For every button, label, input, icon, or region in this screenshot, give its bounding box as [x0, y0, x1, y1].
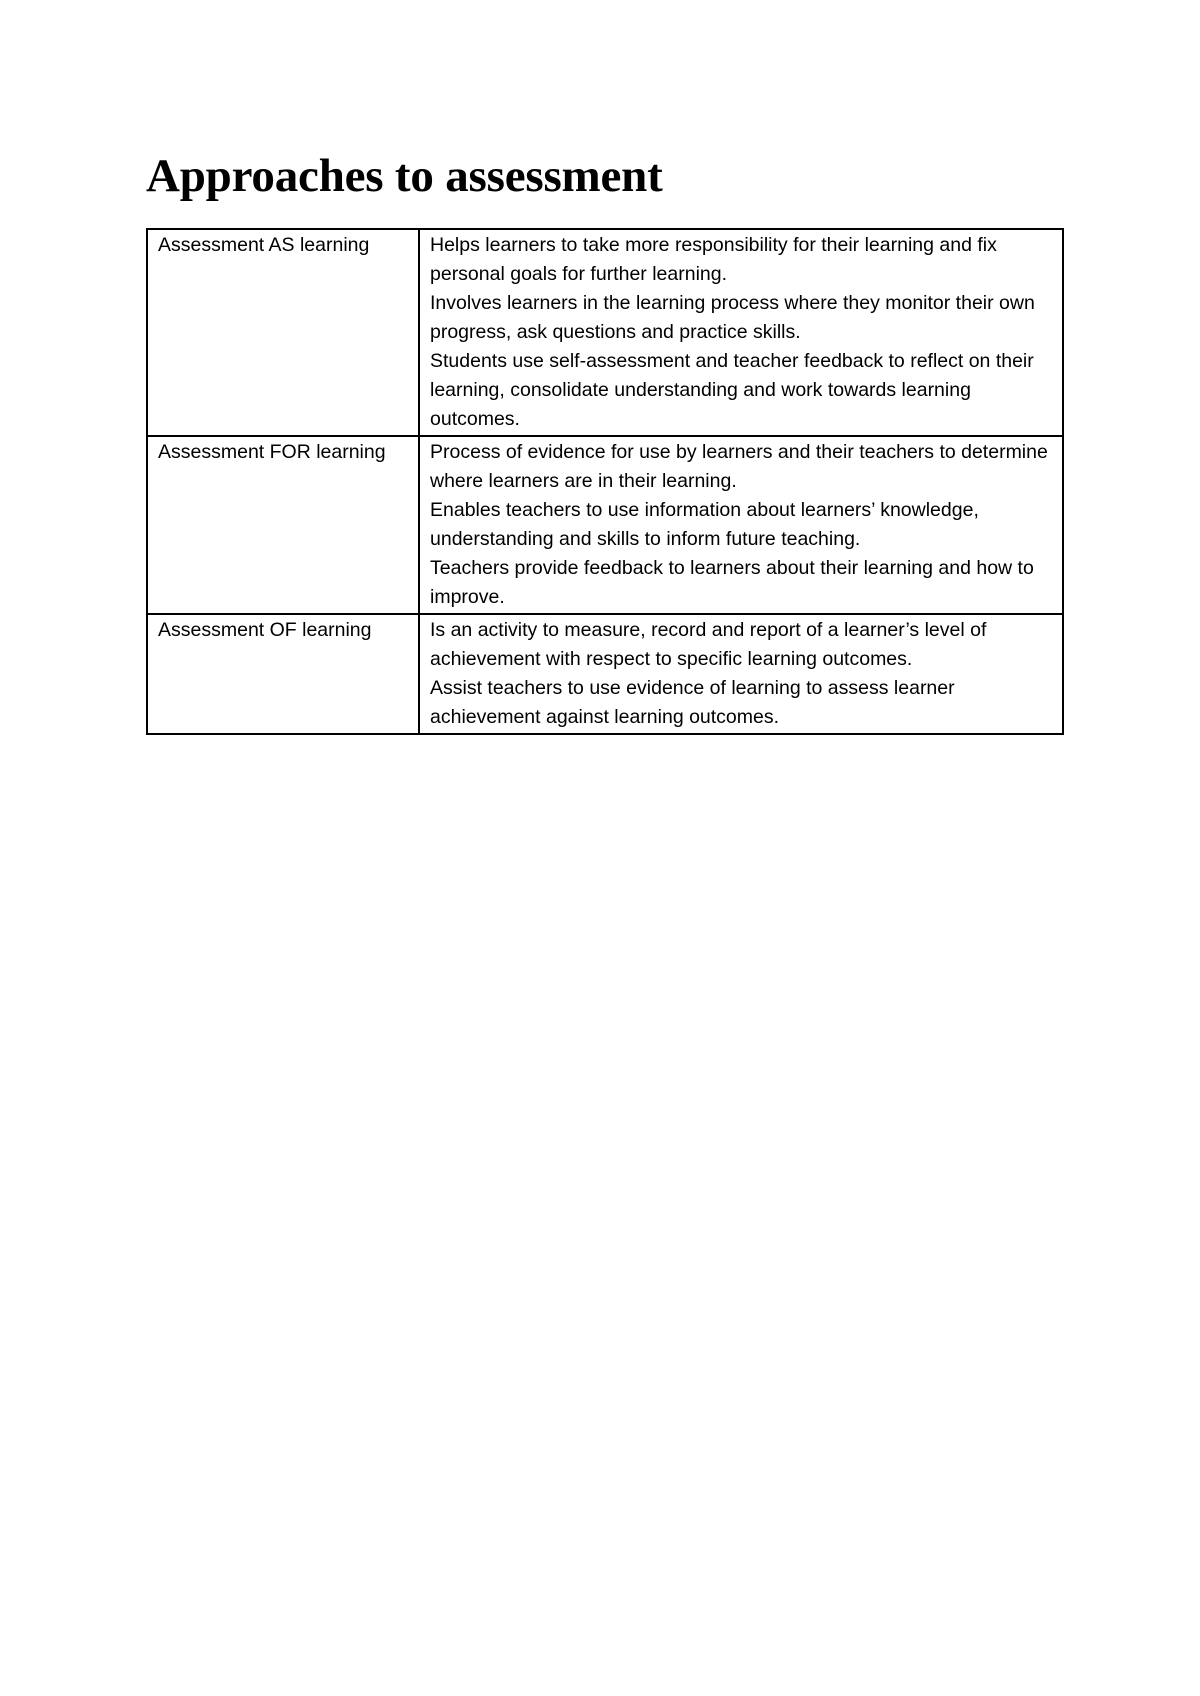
page-title: Approaches to assessment: [146, 150, 663, 202]
assessment-type-cell: Assessment AS learning: [147, 229, 419, 436]
assessment-type-cell: Assessment FOR learning: [147, 436, 419, 614]
description-line: Enables teachers to use information about learners’ knowledge, understanding and skills to inform future teaching.: [430, 499, 979, 550]
assessment-description-cell: [419, 614, 1063, 734]
description-line: Involves learners in the learning process where they monitor their own progress, ask questions and practice skills.: [430, 292, 1035, 343]
assessment-description-cell: [419, 436, 1063, 614]
table-row: [147, 614, 1063, 734]
description-line: Teachers provide feedback to learners about their learning and how to improve.: [430, 557, 1034, 608]
assessment-table: [146, 228, 1064, 735]
description-line: Process of evidence for use by learners and their teachers to determine where learners are in their learning.: [430, 441, 1048, 492]
assessment-description-cell: [419, 229, 1063, 436]
description-line: Assist teachers to use evidence of learning to assess learner achievement against learning outcomes.: [430, 677, 955, 728]
description-line: Helps learners to take more responsibility for their learning and fix personal goals for further learning.: [430, 234, 997, 285]
description-line: Is an activity to measure, record and report of a learner’s level of achievement with respect to specific learning outcomes.: [430, 619, 987, 670]
table-row: [147, 229, 1063, 436]
description-line: Students use self-assessment and teacher feedback to reflect on their learning, consolidate understanding and work towards learning outcomes.: [430, 350, 1034, 430]
table-row: [147, 436, 1063, 614]
assessment-type-cell: Assessment OF learning: [147, 614, 419, 734]
